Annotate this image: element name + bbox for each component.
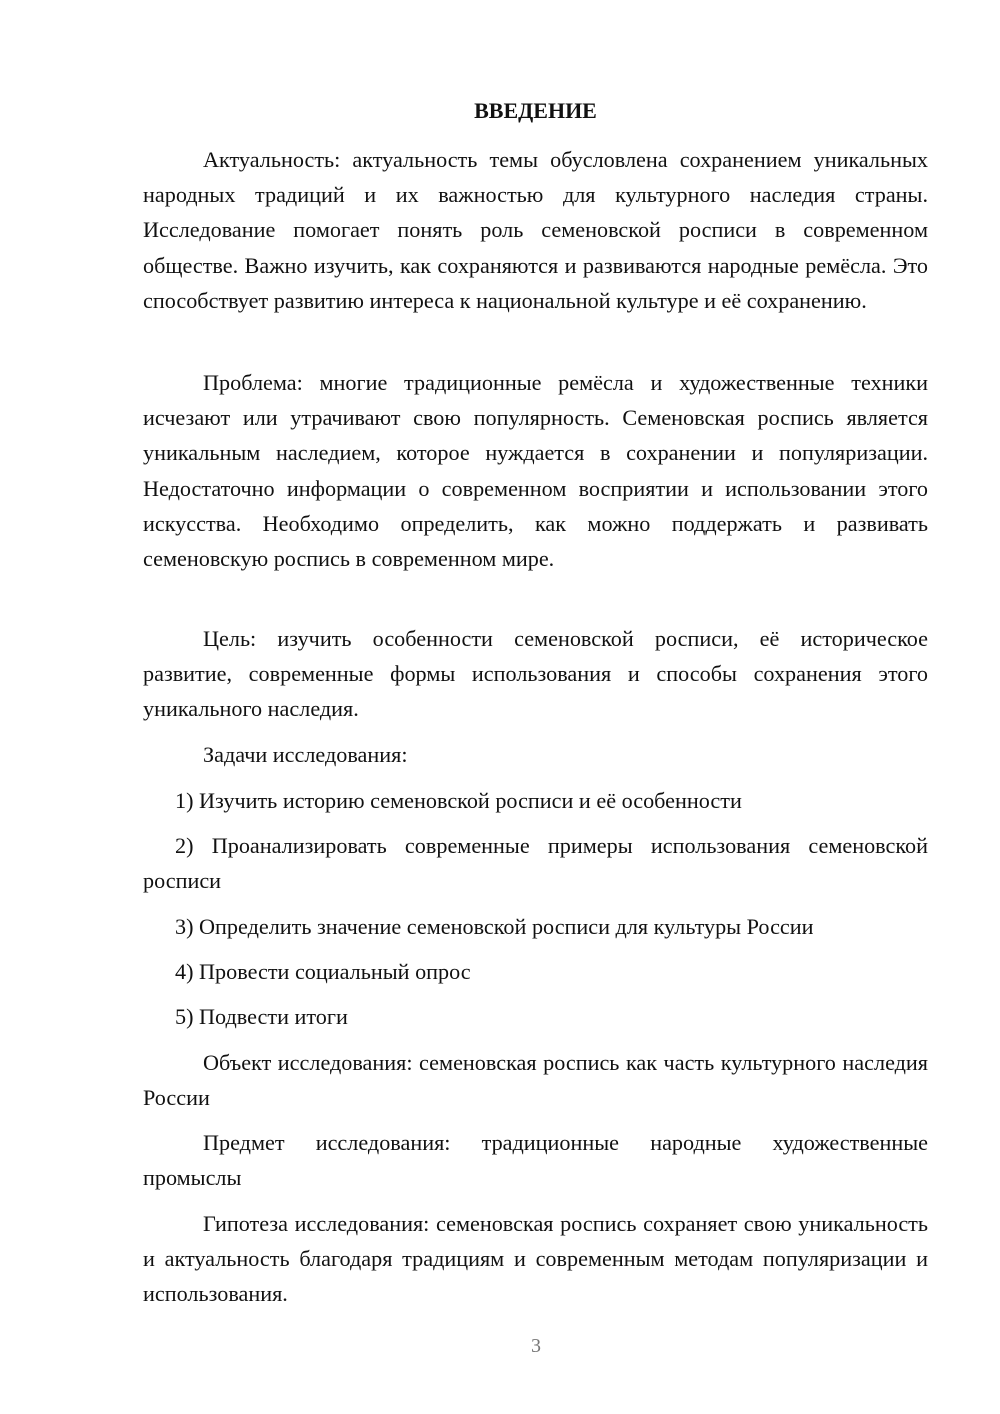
tasks-heading: Задачи исследования: <box>203 742 408 767</box>
task-item: 1) Изучить историю семеновской росписи и её особенности <box>175 788 742 813</box>
paragraph-relevance: Актуальность: актуальность темы обусловлена сохранением уникальных народных традиций и их важностью для культурного наследия страны. Исследование помогает понять роль семеновской росписи в современном обществе. Важно изучить, как сохраняются и развиваются народные ремёсла. Это способствует развитию интереса к национальной культуре и её сохранению. <box>143 147 928 313</box>
paragraph-subject: Предмет исследования: традиционные народные художественные промыслы <box>143 1130 928 1191</box>
paragraph-object: Объект исследования: семеновская роспись как часть культурного наследия России <box>143 1050 928 1111</box>
paragraph-goal: Цель: изучить особенности семеновской росписи, её историческое развитие, современные формы использования и способы сохранения этого уникального наследия. <box>143 626 928 722</box>
paragraph-hypothesis: Гипотеза исследования: семеновская роспись сохраняет свою уникальность и актуальность благодаря традициям и современным методам популяризации и использования. <box>143 1211 928 1307</box>
task-item: 5) Подвести итоги <box>175 1004 348 1029</box>
page-number: 3 <box>531 1335 541 1357</box>
page-title: ВВЕДЕНИЕ <box>474 98 597 123</box>
task-item: 2) Проанализировать современные примеры использования семеновской росписи <box>143 833 928 894</box>
paragraph-problem: Проблема: многие традиционные ремёсла и художественные техники исчезают или утрачивают свою популярность. Семеновская роспись является уникальным наследием, которое нуждается в сохранении и популяризации. Недостаточно информации о современном восприятии и использовании этого искусства. Необходимо определить, как можно поддержать и развивать семеновскую роспись в современном мире. <box>143 370 928 572</box>
task-item: 3) Определить значение семеновской росписи для культуры России <box>175 914 814 939</box>
task-item: 4) Провести социальный опрос <box>175 959 471 984</box>
